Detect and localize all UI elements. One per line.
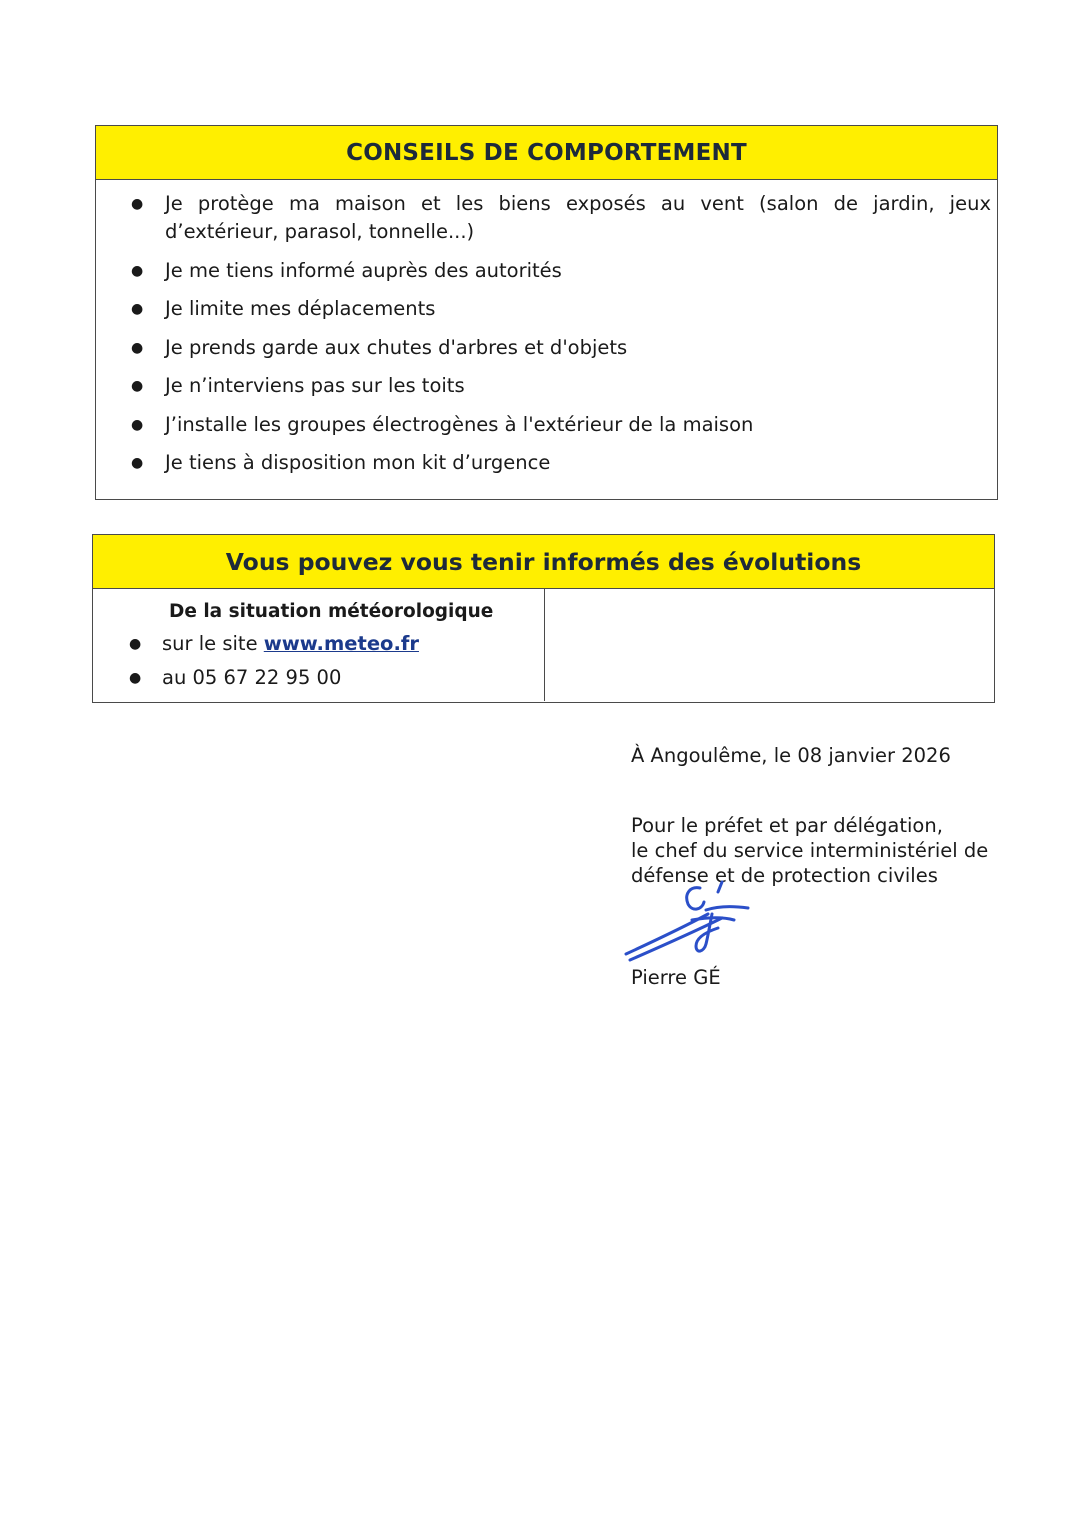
advice-box xyxy=(95,125,998,500)
advice-text: Je protège ma maison et les biens exposés au vent (salon de jardin, jeux d’extérieur, parasol, tonnelle...) xyxy=(165,192,991,243)
advice-text: Je n’interviens pas sur les toits xyxy=(165,374,465,397)
bullet-icon: ● xyxy=(131,301,144,317)
bullet-icon: ● xyxy=(131,378,144,394)
bullet-icon: ● xyxy=(131,262,144,279)
list-item xyxy=(96,295,997,323)
weather-list xyxy=(93,631,544,691)
site-prefix: sur le site xyxy=(162,632,264,655)
list-item xyxy=(93,665,544,691)
bullet-icon: ● xyxy=(129,670,142,686)
weather-column xyxy=(93,589,545,701)
signer-name: Pierre GÉ xyxy=(631,966,721,989)
bullet-icon: ● xyxy=(131,455,144,471)
advice-text: J’installe les groupes électrogènes à l'extérieur de la maison xyxy=(165,412,754,436)
list-item xyxy=(96,449,997,477)
bullet-icon: ● xyxy=(131,339,144,356)
info-title: Vous pouvez vous tenir informés des évolutions xyxy=(93,535,994,589)
advice-text: Je me tiens informé auprès des autorités xyxy=(165,258,562,282)
empty-column xyxy=(545,589,994,701)
bullet-icon: ● xyxy=(131,196,144,212)
bullet-icon: ● xyxy=(131,416,144,433)
list-item xyxy=(96,190,997,246)
advice-list xyxy=(96,180,997,477)
list-item xyxy=(96,334,997,362)
delegation-line: le chef du service interministériel de xyxy=(631,839,989,862)
delegation-line: Pour le préfet et par délégation, xyxy=(631,814,943,837)
bullet-icon: ● xyxy=(129,636,142,652)
weather-heading: De la situation météorologique xyxy=(169,601,494,622)
info-table xyxy=(93,589,994,701)
place-date: À Angoulême, le 08 janvier 2026 xyxy=(631,744,951,767)
handwritten-signature xyxy=(622,880,762,970)
info-box xyxy=(92,534,995,703)
delegation-block xyxy=(631,813,988,888)
list-item xyxy=(93,631,544,657)
advice-text: Je tiens à disposition mon kit d’urgence xyxy=(165,451,551,474)
phone-text: au 05 67 22 95 00 xyxy=(162,666,342,689)
advice-text: Je limite mes déplacements xyxy=(165,297,436,320)
advice-text: Je prends garde aux chutes d'arbres et d'objets xyxy=(165,335,628,359)
meteo-link[interactable]: www.meteo.fr xyxy=(263,632,419,655)
delegation-line: défense et de protection civiles xyxy=(631,864,938,887)
list-item xyxy=(96,411,997,439)
list-item xyxy=(96,257,997,285)
list-item xyxy=(96,372,997,400)
advice-title: CONSEILS DE COMPORTEMENT xyxy=(96,126,997,180)
